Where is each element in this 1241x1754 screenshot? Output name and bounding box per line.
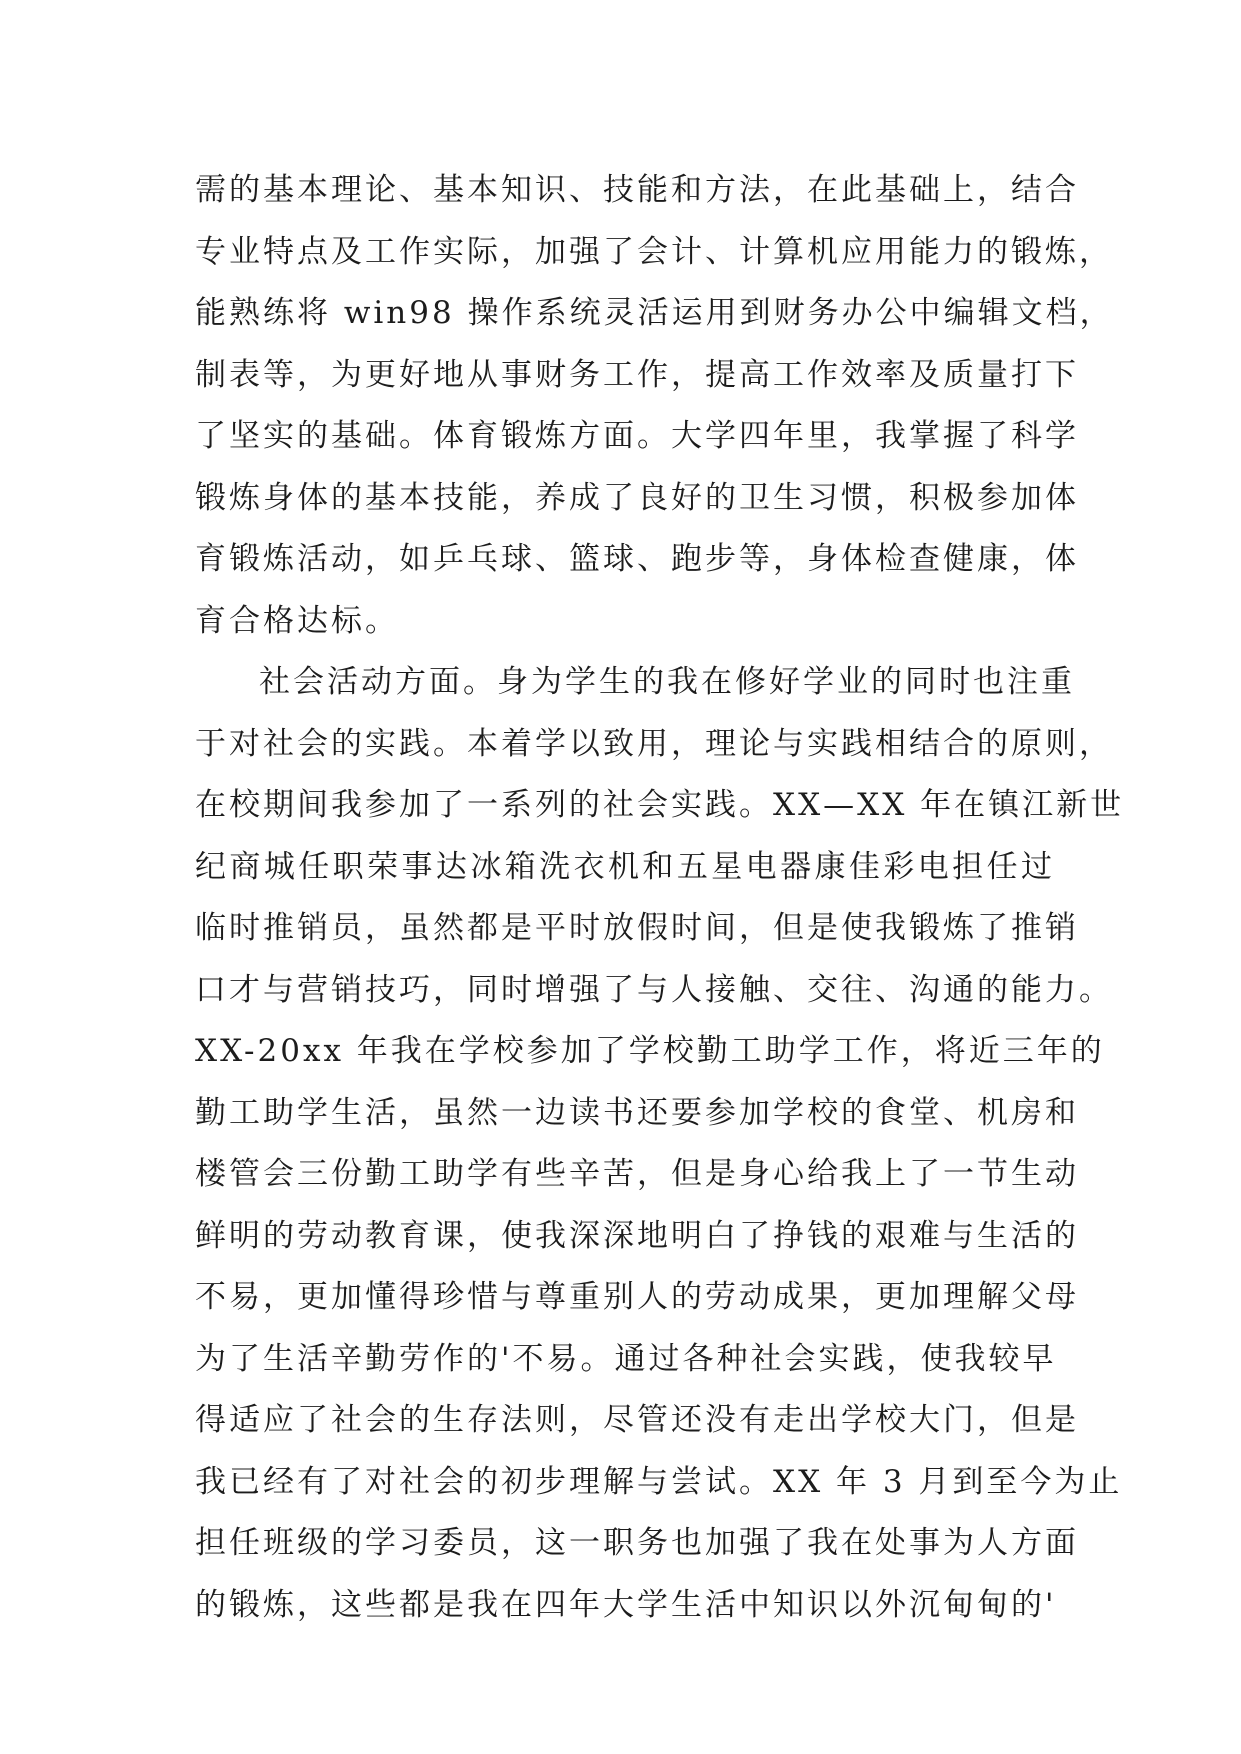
paragraph-start-line: 社会活动方面。身为学生的我在修好学业的同时也注重 [259, 664, 1075, 700]
body-text [195, 160, 1125, 1636]
text-line: 不易，更加懂得珍惜与尊重别人的劳动成果，更加理解父母 [195, 1279, 1079, 1315]
text-line: 了坚实的基础。体育锻炼方面。大学四年里，我掌握了科学 [195, 418, 1079, 454]
text-line: 为了生活辛勤劳作的'不易。通过各种社会实践，使我较早 [195, 1340, 1057, 1377]
text-line: 担任班级的学习委员，这一职务也加强了我在处事为人方面 [195, 1525, 1079, 1561]
text-line: 锻炼身体的基本技能，养成了良好的卫生习惯，积极参加体 [195, 479, 1079, 516]
text-line: 的锻炼，这些都是我在四年大学生活中知识以外沉甸甸的' [195, 1586, 1057, 1623]
text-line: 楼管会三份勤工助学有些辛苦，但是身心给我上了一节生动 [195, 1156, 1079, 1192]
text-line: 于对社会的实践。本着学以致用，理论与实践相结合的原则， [195, 725, 1113, 762]
text-line: 育合格达标。 [195, 602, 399, 639]
text-line: 需的基本理论、基本知识、技能和方法，在此基础上，结合 [195, 172, 1079, 208]
text-line: 口才与营销技巧，同时增强了与人接触、交往、沟通的能力。 [195, 971, 1113, 1008]
text-line: 制表等，为更好地从事财务工作，提高工作效率及质量打下 [195, 356, 1079, 393]
text-line: 我已经有了对社会的初步理解与尝试。XX 年 3 月到至今为止 [195, 1463, 1123, 1500]
text-line: 能熟练将 win98 操作系统灵活运用到财务办公中编辑文档， [195, 295, 1114, 331]
text-line: 勤工助学生活，虽然一边读书还要参加学校的食堂、机房和 [195, 1094, 1079, 1131]
text-line: 鲜明的劳动教育课，使我深深地明白了挣钱的艰难与生活的 [195, 1217, 1079, 1254]
text-line: 专业特点及工作实际，加强了会计、计算机应用能力的锻炼， [195, 233, 1113, 270]
text-line: 在校期间我参加了一系列的社会实践。XX—XX 年在镇江新世 [195, 787, 1125, 823]
text-line: 纪商城任职荣事达冰箱洗衣机和五星电器康佳彩电担任过 [195, 848, 1055, 885]
text-line: 得适应了社会的生存法则，尽管还没有走出学校大门，但是 [195, 1402, 1079, 1438]
text-line: 育锻炼活动，如乒乓球、篮球、跑步等，身体检查健康，体 [195, 541, 1079, 577]
text-line: 临时推销员，虽然都是平时放假时间，但是使我锻炼了推销 [195, 910, 1079, 946]
text-line: XX-20xx 年我在学校参加了学校勤工助学工作，将近三年的 [195, 1033, 1105, 1069]
